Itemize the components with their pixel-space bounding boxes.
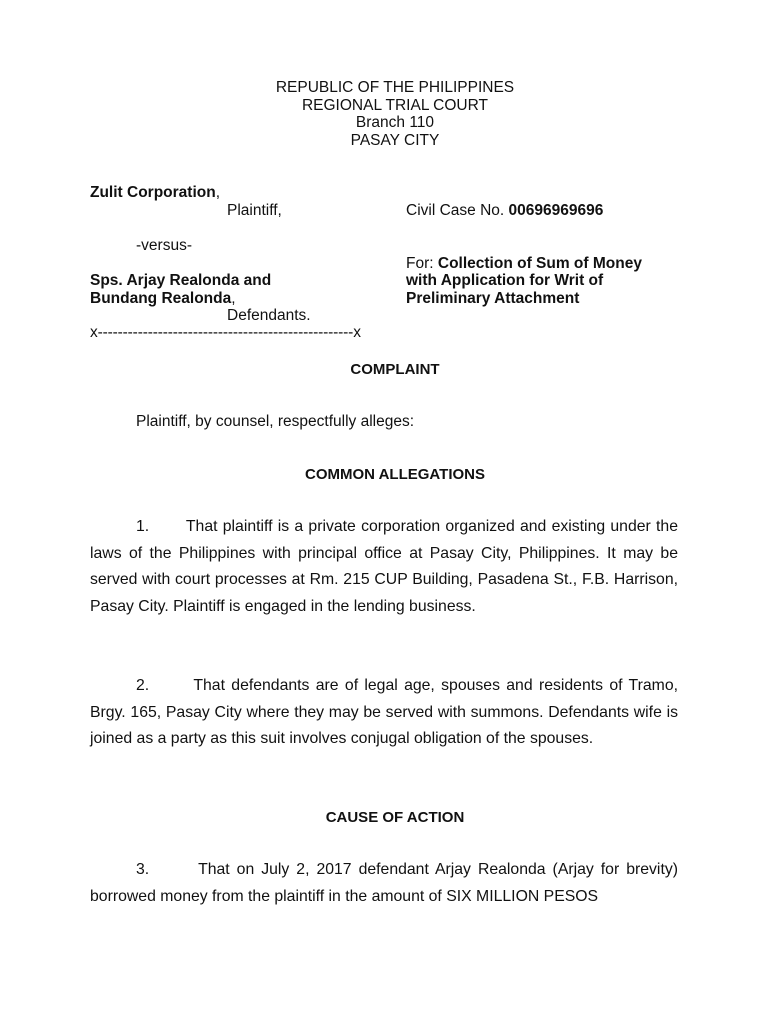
paragraph-1-number: 1. bbox=[136, 518, 150, 535]
plaintiff-comma: , bbox=[215, 184, 221, 201]
civil-case-line bbox=[406, 202, 603, 220]
caption-separator: x---------------------------------------------------x bbox=[90, 324, 361, 341]
defendants-label: Defendants. bbox=[227, 307, 311, 324]
plaintiff-name: Zulit Corporation bbox=[90, 184, 216, 201]
civil-case-label: Civil Case No. bbox=[406, 202, 509, 219]
paragraph-1-text: That plaintiff is a private corporation organized and existing under the laws of the Philippines with principal office at Pasay City, Philippines. It may be served with court processes at Rm. 215 CUP Building, Pasadena St., F.B. Harrison, Pasay City. Plaintiff is engaged in the lending business. bbox=[90, 518, 678, 615]
defendant-name-2: Bundang Realonda bbox=[90, 290, 232, 307]
court-line-city: PASAY CITY bbox=[350, 131, 440, 149]
document-title: COMPLAINT bbox=[350, 361, 440, 378]
for-label: For: bbox=[406, 255, 438, 272]
defendant-comma: , bbox=[231, 290, 236, 307]
versus: -versus- bbox=[136, 237, 192, 254]
paragraph-2 bbox=[90, 673, 678, 753]
plaintiff-name-line bbox=[90, 184, 220, 202]
court-line-republic: REPUBLIC OF THE PHILIPPINES bbox=[275, 79, 515, 96]
for-line-1 bbox=[406, 255, 642, 273]
paragraph-3 bbox=[90, 857, 678, 910]
defendant-name-1: Sps. Arjay Realonda and bbox=[90, 272, 272, 289]
section-common-allegations: COMMON ALLEGATIONS bbox=[305, 466, 485, 483]
defendant-name-line-2 bbox=[90, 290, 236, 308]
for-nature-1: Collection of Sum of Money bbox=[437, 255, 642, 272]
for-nature-3: Preliminary Attachment bbox=[406, 290, 580, 307]
paragraph-2-number: 2. bbox=[136, 677, 150, 694]
paragraph-3-text: That on July 2, 2017 defendant Arjay Realonda (Arjay for brevity) borrowed money from the plaintiff in the amount of SIX MILLION PESOS bbox=[90, 861, 678, 905]
court-line-rtc: REGIONAL TRIAL COURT bbox=[301, 96, 489, 114]
intro-text: Plaintiff, by counsel, respectfully alleges: bbox=[136, 413, 415, 430]
court-line-branch: Branch 110 bbox=[355, 114, 435, 131]
paragraph-3-number: 3. bbox=[136, 861, 150, 878]
plaintiff-label: Plaintiff, bbox=[227, 202, 282, 219]
for-nature-2: with Application for Writ of bbox=[406, 272, 604, 289]
court-heading bbox=[0, 79, 768, 149]
paragraph-2-text: That defendants are of legal age, spouses and residents of Tramo, Brgy. 165, Pasay City where they may be served with summons. Defendants wife is joined as a party as this suit involves conjugal obligation of the spouses. bbox=[90, 677, 678, 747]
paragraph-1 bbox=[90, 514, 678, 620]
section-cause-of-action: CAUSE OF ACTION bbox=[325, 809, 465, 826]
civil-case-number: 00696969696 bbox=[508, 202, 604, 219]
